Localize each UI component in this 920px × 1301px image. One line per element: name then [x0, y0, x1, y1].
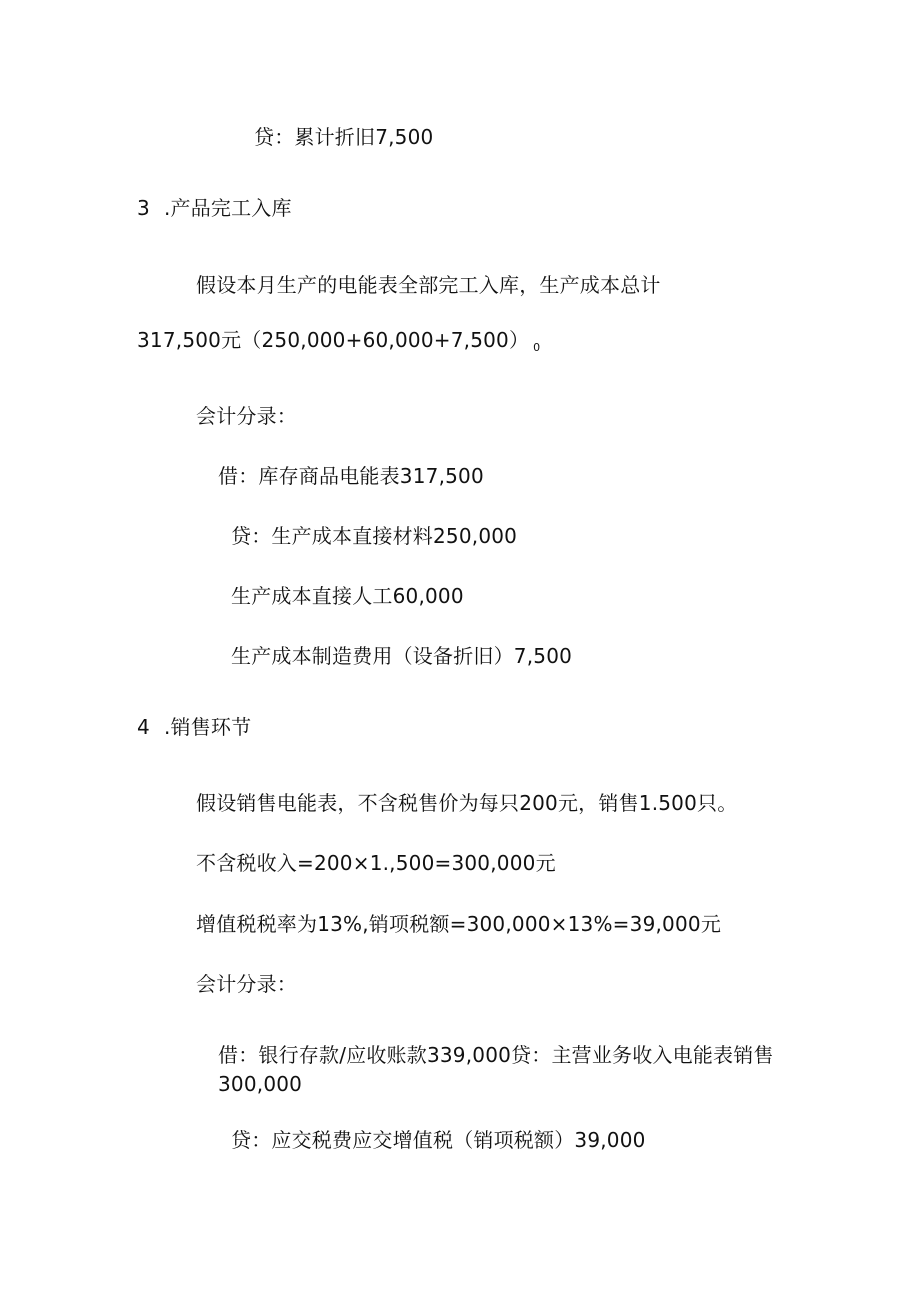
section-3-intro-text: 317,500元（250,000+60,000+7,500）: [137, 328, 530, 352]
section-4-title: .销售环节: [163, 715, 252, 739]
section-4-intro: 假设销售电能表，不含税售价为每只200元，销售1.500只。: [196, 791, 738, 815]
section-4-debit-line-1: 借：银行存款/应收账款339,000贷：主营业务收入电能表销售: [218, 1043, 774, 1067]
section-3-intro-line2: [137, 327, 540, 361]
section-3-debit-line: 借：库存商品电能表317,500: [218, 464, 484, 488]
section-4-entry-label: 会计分录：: [196, 972, 297, 996]
section-3-number: 3: [137, 196, 150, 220]
section-4-debit-line-2: 300,000: [218, 1072, 303, 1096]
section-3-credit-line-2: 生产成本直接人工60,000: [231, 584, 464, 608]
section-3-heading: [137, 195, 292, 221]
section-4-credit-line: 贷：应交税费应交增值税（销项税额）39,000: [231, 1128, 646, 1152]
section-4-heading: [137, 714, 251, 740]
section-3-entry-label: 会计分录：: [196, 404, 297, 428]
section-4-vat: 增值税税率为13%,销项税额=300,000×13%=39,000元: [196, 912, 722, 936]
section-3-credit-line-3: 生产成本制造费用（设备折旧）7,500: [231, 644, 573, 668]
section-3-title: .产品完工入库: [163, 196, 292, 220]
section-3-intro-line1: 假设本月生产的电能表全部完工入库，生产成本总计: [196, 273, 661, 297]
section-4-number: 4: [137, 715, 150, 739]
credit-depreciation-line: 贷：累计折旧7,500: [254, 125, 434, 149]
section-4-revenue: 不含税收入=200×1.,500=300,000元: [196, 851, 556, 875]
section-3-intro-suffix: 0: [533, 341, 541, 354]
section-3-credit-line-1: 贷：生产成本直接材料250,000: [231, 524, 518, 548]
